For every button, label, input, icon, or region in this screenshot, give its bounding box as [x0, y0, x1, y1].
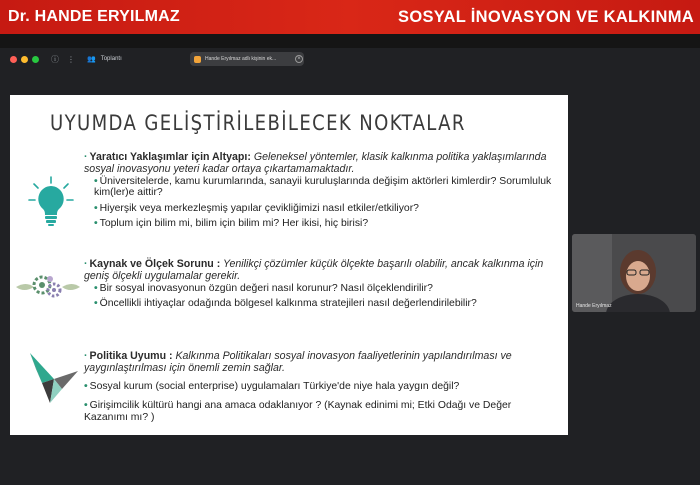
gears-icon: [14, 271, 82, 303]
slide-title: UYUMDA GELİŞTİRİLEBİLECEK NOKTALAR: [50, 111, 466, 135]
window-topbar: [0, 34, 700, 48]
section-policy-alignment: [84, 351, 554, 423]
section-heading: [84, 152, 554, 175]
participant-name: Hande Eryılmaz: [576, 303, 612, 309]
bullet-icon: ·: [84, 258, 88, 270]
bullet-icon: ·: [84, 350, 88, 362]
section-creative-approaches: [84, 152, 554, 230]
section-heading-bold: Kaynak ve Ölçek Sorunu :: [89, 258, 221, 270]
meeting-toolbar: [0, 48, 700, 70]
people-icon[interactable]: 👥: [87, 55, 96, 63]
section-heading-bold: Yaratıcı Yaklaşımlar için Altyapı:: [89, 151, 251, 163]
tab-title: Hande Eryılmaz adlı kişinin ek...: [205, 56, 277, 62]
list-item: • Toplum için bilim mi, bilim için bilim mi? Her ikisi, hiç birisi?: [94, 218, 369, 230]
info-icon[interactable]: ⓘ: [51, 54, 59, 64]
presenter-name: Dr. HANDE ERYILMAZ: [8, 8, 180, 25]
participant-video-tile[interactable]: [572, 234, 696, 312]
lightbulb-icon: [28, 175, 74, 229]
section-heading: [84, 351, 554, 374]
section-heading-italic: Kalkınma Politikaları sosyal inovasyon faaliyetlerinin yapılandırılması ve yaygınlaştırılması için önemli zemin sağlar.: [84, 350, 512, 374]
list-item: • Bir sosyal inovasyonun özgün değeri nasıl korunur? Nasıl ölçeklendirilir?: [94, 283, 433, 294]
section-heading: [84, 259, 554, 282]
section-resource-scale: [84, 259, 554, 310]
section-heading-bold: Politika Uyumu :: [89, 350, 173, 362]
tab-favicon-icon: [194, 56, 201, 63]
minimize-window-icon[interactable]: [21, 56, 28, 63]
more-options-icon[interactable]: ⋮: [67, 54, 75, 64]
list-item: • Girişimcilik kültürü hangi ana amaca odaklanıyor ? (Kaynak edinimi mi; Etki Odağı ve Değer Kazanımı mı? ): [84, 400, 512, 423]
origami-bird-icon: [28, 349, 80, 405]
bullet-icon: ·: [84, 151, 88, 163]
meeting-label: Toplantı: [100, 56, 122, 62]
section-heading-italic: Geleneksel yöntemler, klasik kalkınma politika yaklaşımlarında sosyal inovasyonu yeteri kadar ortaya çıkartamamaktadır.: [84, 151, 547, 175]
shared-tab-pill[interactable]: [190, 52, 304, 66]
title-banner: [0, 0, 700, 34]
close-window-icon[interactable]: [10, 56, 17, 63]
list-item: • Öncellikli ihtiyaçlar odağında bölgesel kalkınma stratejileri nasıl değerlendirilebilir?: [94, 298, 477, 310]
list-item: • Sosyal kurum (social enterprise) uygulamaları Türkiye'de niye hala yaygın değil?: [84, 381, 460, 392]
participant-video: [572, 234, 696, 312]
section-heading-italic: Yenilikçi çözümler küçük ölçekte başarılı olabilir, ancak kalkınma için geniş ölçekli uygulamalar gerekir.: [84, 258, 544, 282]
course-title: SOSYAL İNOVASYON VE KALKINMA: [398, 7, 694, 26]
maximize-window-icon[interactable]: [32, 56, 39, 63]
list-item: • Üniversitelerde, kamu kurumlarında, sanayii kuruluşlarında değişim aktörleri kimlerdir? Sorumluluk kim(ler)e aittir?: [94, 176, 552, 199]
list-item: • Hiyerşik veya merkezleşmiş yapılar çevikliğimizi nasıl etkiler/etkiliyor?: [94, 202, 419, 214]
close-tab-icon[interactable]: ×: [295, 55, 303, 63]
presentation-slide: [10, 95, 568, 435]
